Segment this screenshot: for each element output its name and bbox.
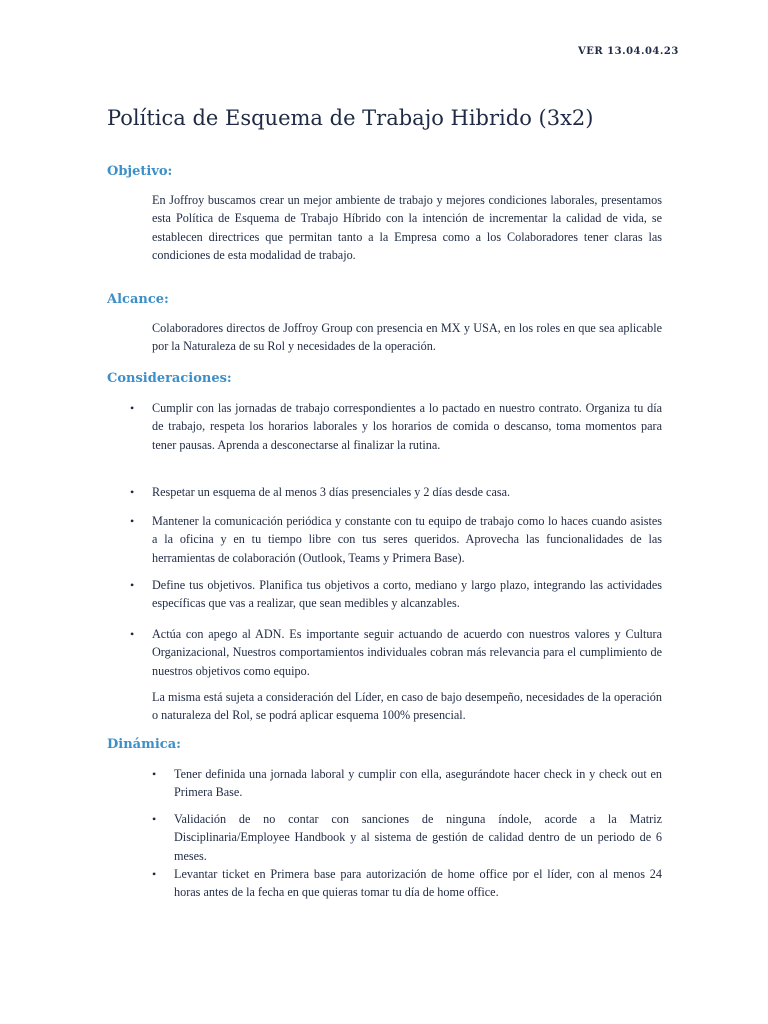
list-item — [130, 399, 662, 454]
alcance-paragraph: Colaboradores directos de Joffroy Group con presencia en MX y USA, en los roles en que sea aplicable por la Naturaleza de su Rol y necesidades de la operación. — [152, 321, 662, 354]
objetivo-paragraph: En Joffroy buscamos crear un mejor ambiente de trabajo y mejores condiciones laborales, presentamos esta Política de Esquema de Trabajo Híbrido con la intención de incrementar la calidad de vida, se establecen directrices que permitan tanto a la Empresa como a los Colaboradores tener claras las condiciones de esta modalidad de trabajo. — [152, 193, 662, 262]
list-item — [152, 765, 662, 802]
bullet-glyph: • — [130, 627, 135, 641]
list-item-text: Define tus objetivos. Planifica tus objetivos a corto, mediano y largo plazo, integrando las actividades específicas que vas a realizar, que sean medibles y alcanzables. — [152, 578, 662, 611]
list-item — [152, 810, 662, 865]
list-item — [130, 512, 662, 567]
list-item-text: Mantener la comunicación periódica y constante con tu equipo de trabajo como lo haces cuando asistes a la oficina y en tu tiempo libre con tus seres queridos. Aprovecha las funcionalidades de las herramientas de colaboración (Outlook, Teams y Primera Base). — [152, 514, 662, 565]
list-item-text: Tener definida una jornada laboral y cumplir con ella, asegurándote hacer check in y check out en Primera Base. — [174, 767, 662, 800]
bullet-glyph: • — [152, 767, 157, 781]
list-item — [152, 865, 662, 902]
bullet-glyph: • — [152, 867, 157, 881]
list-item-text: Actúa con apego al ADN. Es importante seguir actuando de acuerdo con nuestros valores y Cultura Organizacional, Nuestros comportamientos individuales cobran más relevancia para el cumplimiento de nuestros objetivos como equipo. — [152, 627, 662, 678]
list-item — [130, 483, 662, 501]
section-heading-consideraciones: Consideraciones: — [107, 371, 232, 386]
list-item-text: Respetar un esquema de al menos 3 días presenciales y 2 días desde casa. — [152, 485, 511, 499]
consideraciones-note: La misma está sujeta a consideración del Líder, en caso de bajo desempeño, necesidades de la operación o naturaleza del Rol, se podrá aplicar esquema 100% presencial. — [152, 690, 662, 723]
version-label: VER 13.04.04.23 — [578, 46, 679, 57]
bullet-glyph: • — [152, 812, 157, 826]
bullet-glyph: • — [130, 514, 135, 528]
bullet-glyph: • — [130, 401, 135, 415]
section-heading-objetivo: Objetivo: — [107, 164, 173, 179]
list-item-text: Cumplir con las jornadas de trabajo correspondientes a lo pactado en nuestro contrato. Organiza tu día de trabajo, respeta los horarios laborales y los horarios de comida o descanso, toma momentos para tener pausas. Aprenda a desconectarse al finalizar la rutina. — [152, 401, 662, 452]
list-item-text: Validación de no contar con sanciones de ninguna índole, acorde a la Matriz Disciplinaria/Employee Handbook y al sistema de gestión de calidad dentro de un periodo de 6 meses. — [174, 812, 662, 863]
list-item-text: Levantar ticket en Primera base para autorización de home office por el líder, con al menos 24 horas antes de la fecha en que quieras tomar tu día de home office. — [174, 867, 662, 900]
list-item — [130, 625, 662, 680]
list-item — [130, 576, 662, 613]
section-heading-alcance: Alcance: — [107, 292, 169, 307]
section-heading-dinamica: Dinámica: — [107, 737, 181, 752]
bullet-glyph: • — [130, 578, 135, 592]
bullet-glyph: • — [130, 485, 135, 499]
page-title: Política de Esquema de Trabajo Hibrido (3x2) — [107, 106, 594, 130]
